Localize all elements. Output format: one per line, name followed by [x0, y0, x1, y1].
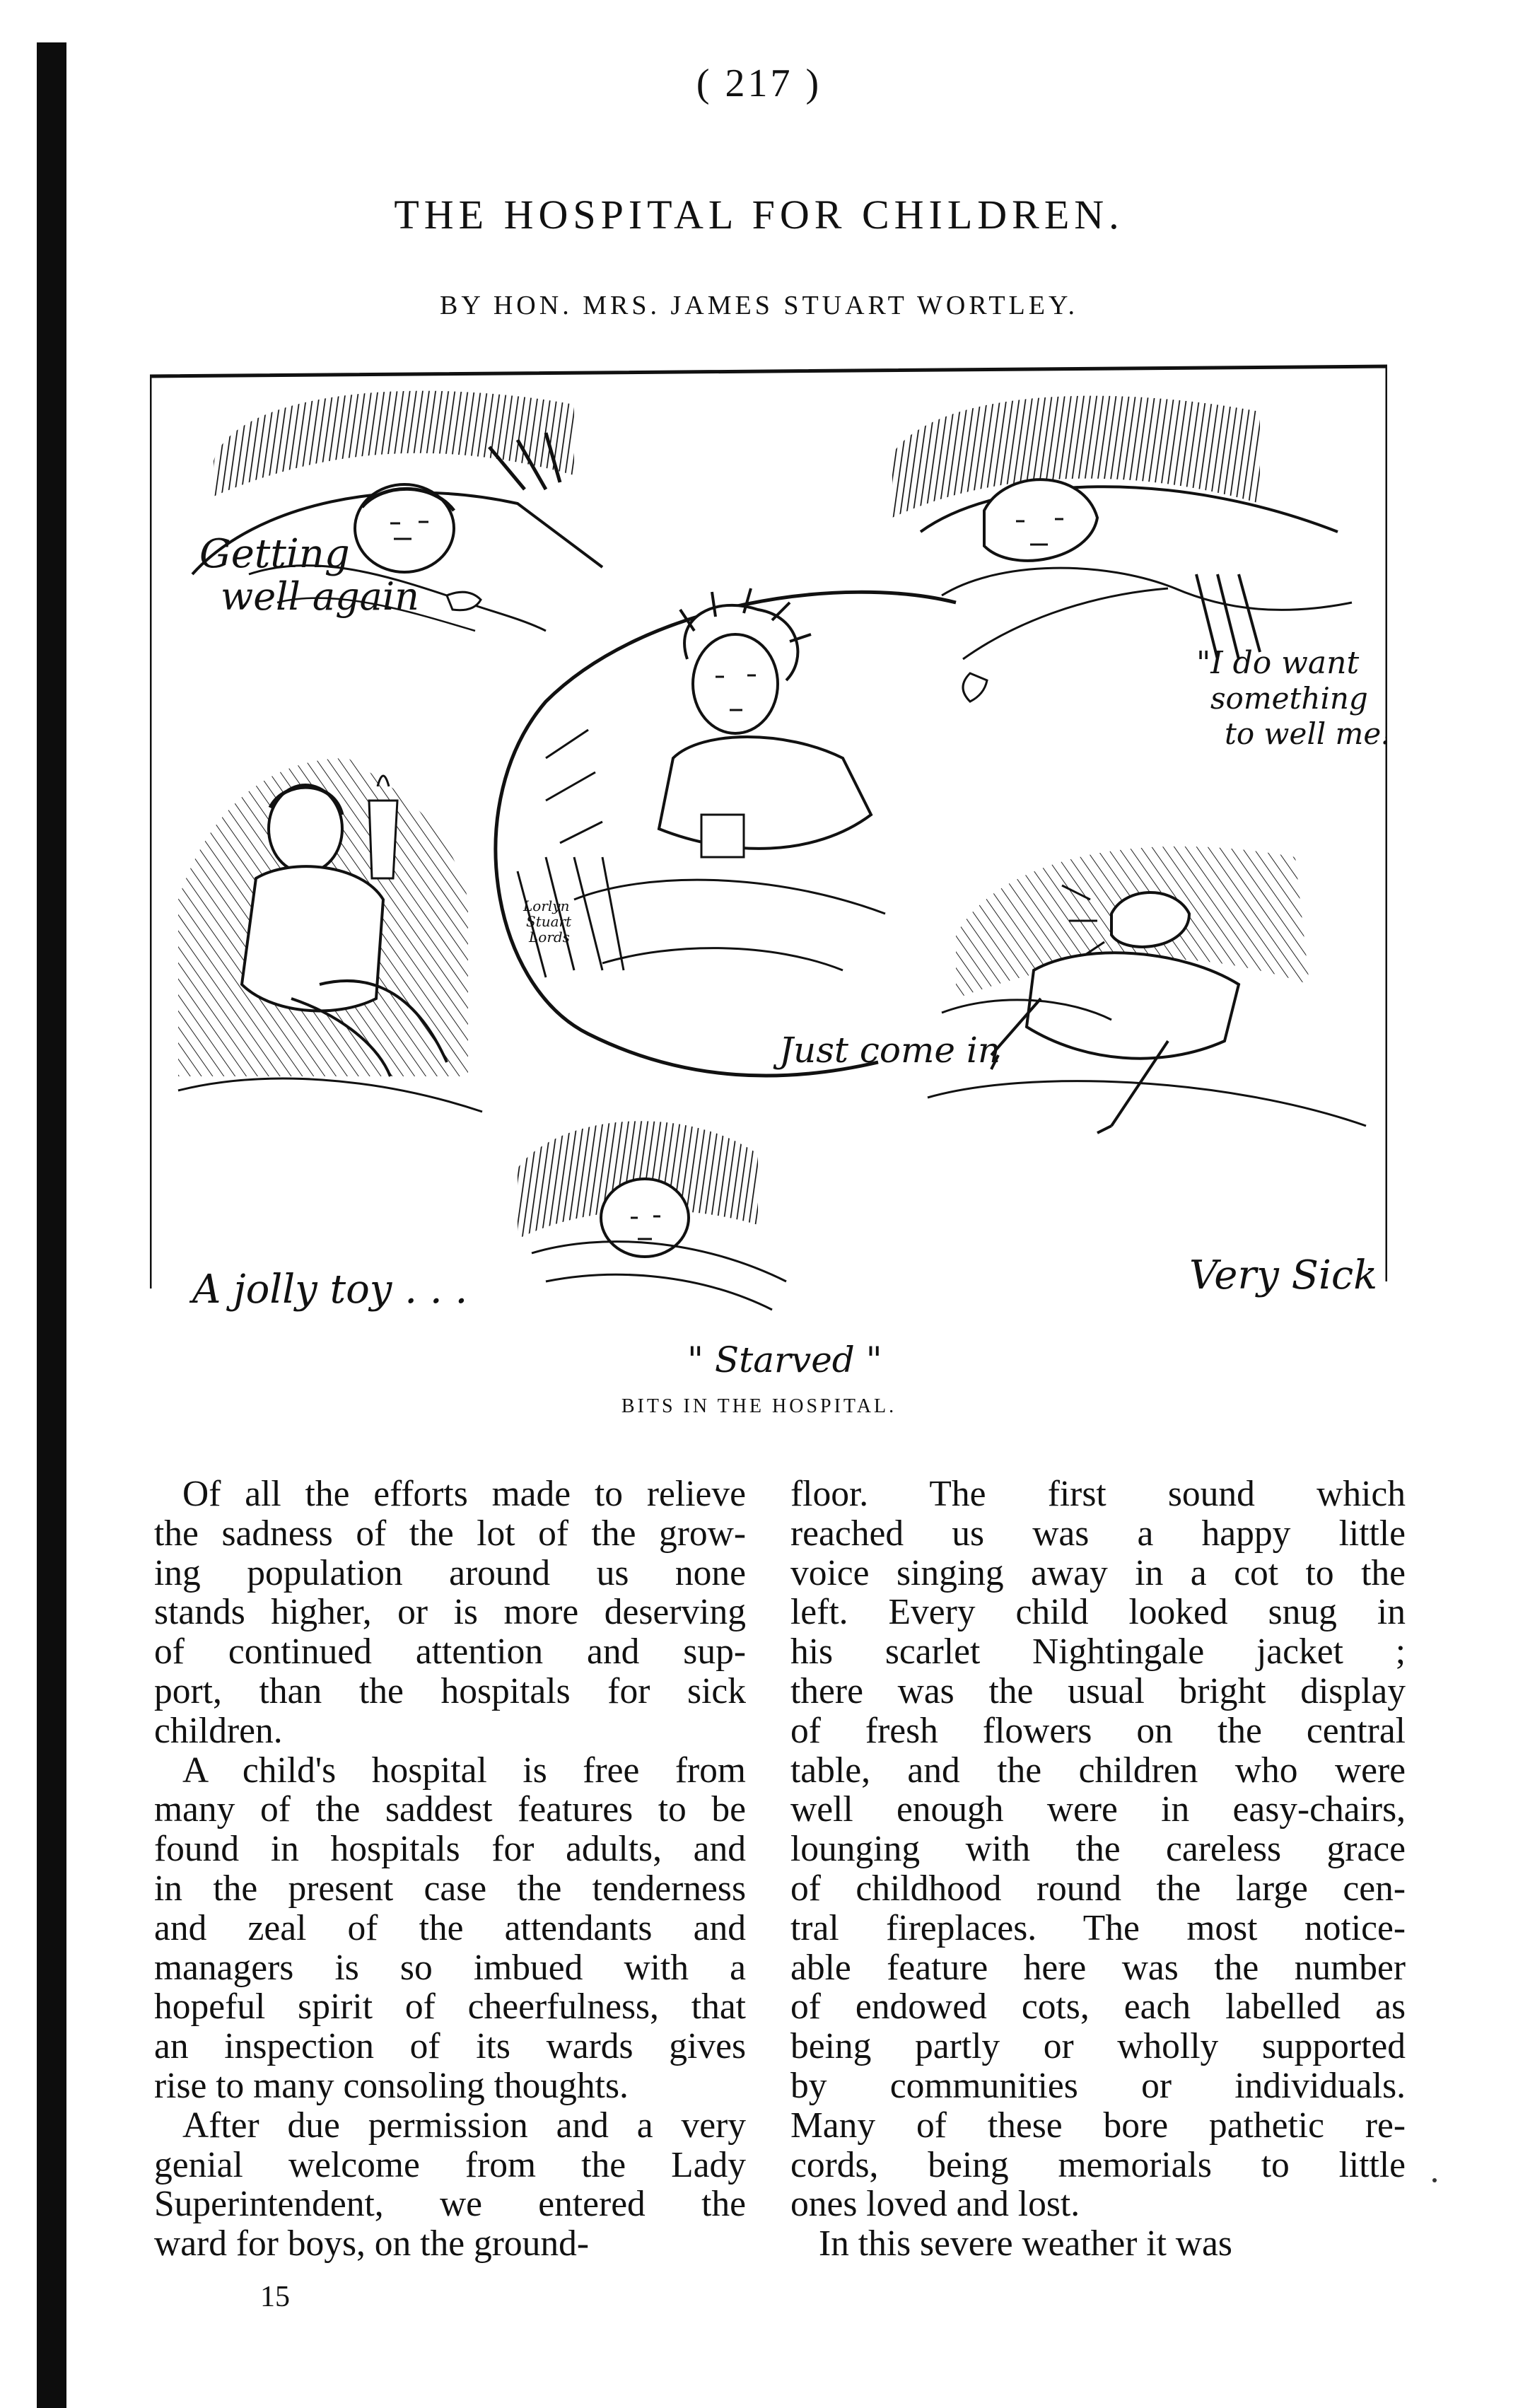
label-do-want-line-1: "I do want	[1196, 645, 1360, 681]
text-line: rise to many consoling thoughts.	[154, 2065, 629, 2106]
text-line: ing population around us none	[154, 1552, 746, 1593]
text-line: managers is so imbued with a	[154, 1947, 746, 1988]
vignette-just-come-in	[496, 588, 956, 1076]
text-line: Superintendent, we entered the	[154, 2184, 746, 2225]
right-text-column	[790, 1475, 1406, 2264]
book-spine-edge	[37, 42, 66, 2408]
text-line: well enough were in easy-chairs,	[790, 1789, 1406, 1830]
vignette-starved	[518, 1121, 786, 1310]
text-line: tral fireplaces. The most notice-	[790, 1907, 1406, 1948]
text-line: found in hospitals for adults, and	[154, 1829, 746, 1870]
label-jolly-toy: A jolly toy . . .	[192, 1267, 468, 1313]
text-line: lounging with the careless grace	[790, 1829, 1406, 1870]
label-getting-well-line-1: Getting	[199, 531, 350, 577]
text-line: table, and the children who were	[790, 1750, 1406, 1791]
text-line: port, than the hospitals for sick	[154, 1670, 746, 1711]
text-line: Many of these bore pathetic re-	[790, 2105, 1406, 2146]
text-line: of continued attention and sup-	[154, 1631, 746, 1673]
label-getting-well-line-2: well again	[221, 574, 419, 619]
text-line: floor. The first sound which	[790, 1474, 1406, 1514]
text-line: genial welcome from the Lady	[154, 2144, 746, 2185]
text-line: After due permission and a very	[182, 2105, 746, 2146]
vignette-jolly-toy	[178, 758, 482, 1112]
text-line: ones loved and lost.	[790, 2184, 1080, 2225]
article-title: THE HOSPITAL FOR CHILDREN.	[394, 192, 1124, 238]
text-line: In this severe weather it was	[819, 2223, 1232, 2264]
article-byline: BY HON. MRS. JAMES STUART WORTLEY.	[439, 291, 1079, 320]
page-number: ( 217 )	[696, 62, 822, 105]
illustration	[150, 362, 1387, 1377]
label-starved: " Starved "	[687, 1339, 882, 1377]
label-do-want-line-3: to well me!	[1225, 716, 1387, 751]
text-line: of endowed cots, each labelled as	[790, 1987, 1406, 2028]
label-do-want-line-2: something	[1210, 681, 1368, 716]
text-line: his scarlet Nightingale jacket ;	[790, 1631, 1406, 1673]
text-line: by communities or individuals.	[790, 2065, 1406, 2106]
label-artist-line-3: Lords	[529, 929, 570, 946]
label-artist-line-1: Lorlyn	[523, 897, 570, 914]
text-line: cords, being memorials to little	[790, 2144, 1406, 2185]
text-line: the sadness of the lot of the grow-	[154, 1513, 746, 1554]
label-artist-line-2: Stuart	[526, 913, 572, 930]
text-line: Of all the efforts made to relieve	[182, 1474, 746, 1514]
figure-caption: BITS IN THE HOSPITAL.	[621, 1395, 897, 1417]
label-very-sick: Very Sick	[1189, 1252, 1378, 1298]
text-line: of childhood round the large cen-	[790, 1868, 1406, 1909]
text-line: hopeful spirit of cheerfulness, that	[154, 1987, 746, 2028]
text-line: A child's hospital is free from	[182, 1750, 746, 1791]
text-line: many of the saddest features to be	[154, 1789, 746, 1830]
text-line: voice singing away in a cot to the	[790, 1552, 1406, 1593]
label-just-come-in: Just come in	[779, 1030, 1001, 1071]
text-line: able feature here was the number	[790, 1947, 1406, 1988]
margin-speck	[1432, 2178, 1437, 2182]
signature-mark: 15	[260, 2281, 290, 2313]
vignette-very-sick	[928, 847, 1366, 1133]
text-line: an inspection of its wards gives	[154, 2026, 746, 2067]
text-line: reached us was a happy little	[790, 1513, 1406, 1554]
text-line: and zeal of the attendants and	[154, 1907, 746, 1948]
illustration-drawing	[150, 362, 1387, 1377]
text-line: of fresh flowers on the central	[790, 1710, 1406, 1751]
text-line: left. Every child looked snug in	[790, 1592, 1406, 1633]
text-line: stands higher, or is more deserving	[154, 1592, 746, 1633]
text-line: there was the usual bright display	[790, 1670, 1406, 1711]
text-line: ward for boys, on the ground-	[154, 2223, 590, 2264]
text-line: being partly or wholly supported	[790, 2026, 1406, 2067]
left-text-column	[154, 1475, 746, 2264]
text-line: in the present case the tenderness	[154, 1868, 746, 1909]
text-line: children.	[154, 1710, 283, 1751]
